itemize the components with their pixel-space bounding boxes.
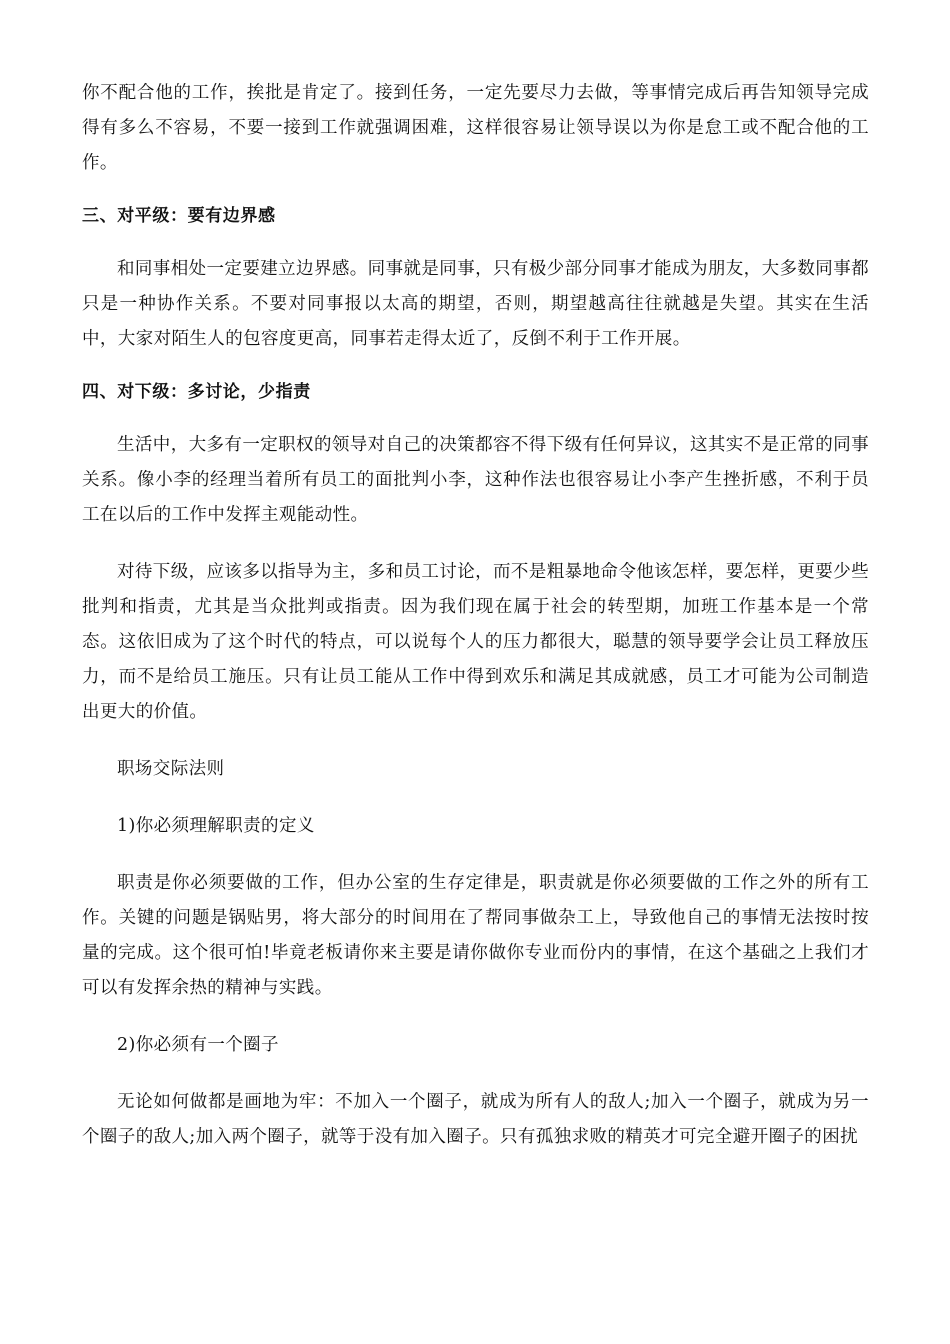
rule-2-title: 2)你必须有一个圈子 bbox=[117, 1035, 279, 1055]
section-title-workplace-rules: 职场交际法则 bbox=[117, 759, 225, 779]
document-page bbox=[82, 76, 869, 1155]
heading-subordinate-level: 四、对下级：多讨论，少指责 bbox=[82, 382, 311, 402]
paragraph-guidance: 对待下级，应该多以指导为主，多和员工讨论，而不是粗暴地命令他该怎样，要怎样，更要少些批判和指责，尤其是当众批判或指责。因为我们现在属于社会的转型期，加班工作基本是一个常态。这依旧成为了这个时代的特点，可以说每个人的压力都很大，聪慧的领导要学会让员工释放压力，而不是给员工施压。只有让员工能从工作中得到欢乐和满足其成就感，员工才可能为公司制造出更大的价值。 bbox=[82, 562, 869, 722]
paragraph-boundary: 和同事相处一定要建立边界感。同事就是同事，只有极少部分同事才能成为朋友，大多数同事都只是一种协作关系。不要对同事报以太高的期望，否则，期望越高往往就越是失望。其实在生活中，大家对陌生人的包容度更高，同事若走得太近了，反倒不利于工作开展。 bbox=[82, 259, 869, 349]
paragraph-intro: 你不配合他的工作，挨批是肯定了。接到任务，一定先要尽力去做，等事情完成后再告知领导完成得有多么不容易，不要一接到工作就强调困难，这样很容易让领导误以为你是怠工或不配合他的工作。 bbox=[82, 83, 869, 173]
paragraph-circles: 无论如何做都是画地为牢：不加入一个圈子，就成为所有人的敌人;加入一个圈子，就成为另一个圈子的敌人;加入两个圈子，就等于没有加入圈子。只有孤独求败的精英才可完全避开圈子的困扰 bbox=[82, 1092, 869, 1147]
paragraph-duties: 职责是你必须要做的工作，但办公室的生存定律是，职责就是你必须要做的工作之外的所有工作。关键的问题是锅贴男，将大部分的时间用在了帮同事做杂工上，导致他自己的事情无法按时按量的完成。这个很可怕!毕竟老板请你来主要是请你做你专业而份内的事情，在这个基础之上我们才可以有发挥余热的精神与实践。 bbox=[82, 873, 869, 998]
rule-1-title: 1)你必须理解职责的定义 bbox=[117, 816, 315, 836]
paragraph-authority: 生活中，大多有一定职权的领导对自己的决策都容不得下级有任何异议，这其实不是正常的同事关系。像小李的经理当着所有员工的面批判小李，这种作法也很容易让小李产生挫折感，不利于员工在以后的工作中发挥主观能动性。 bbox=[82, 435, 869, 525]
heading-peer-level: 三、对平级：要有边界感 bbox=[82, 206, 276, 226]
